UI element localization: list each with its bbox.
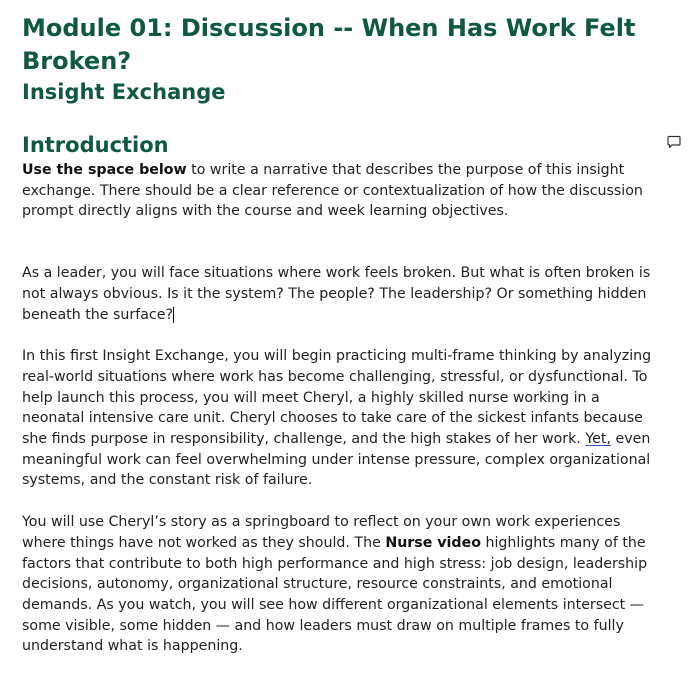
paragraph-cheryl-text-1: In this first Insight Exchange, you will begin practicing multi-frame thinking by analyzing real-world situations where work has become challenging, stressful, or dysfunctional. To help launch this process, you will meet Cheryl, a highly skilled nurse working in a neonatal intensive care unit. Cheryl chooses to take care of the sickest infants because she finds purpose in responsibility, challenge, and the high stakes of her work. bbox=[22, 348, 652, 448]
paragraph-leader-text: As a leader, you will face situations where work feels broken. But what is often broken is not always obvious. Is it the system? The people? The leadership? Or something hidden beneath the surface? bbox=[22, 265, 651, 323]
page-title: Module 01: Discussion -- When Has Work Felt Broken? bbox=[22, 14, 636, 75]
intro-paragraph[interactable] bbox=[22, 160, 652, 222]
section-heading-introduction: Introduction bbox=[22, 133, 169, 157]
spellcheck-underlined-word[interactable]: Yet, bbox=[585, 431, 611, 448]
nurse-video-bold: Nurse video bbox=[385, 534, 481, 551]
intro-text: to write a narrative that describes the purpose of this insight exchange. There should be a clear reference or contextualization of how the discussion prompt directly aligns with the course and week learning objectives. bbox=[22, 162, 643, 220]
page-subtitle: Insight Exchange bbox=[22, 80, 226, 104]
paragraph-nurse-video[interactable] bbox=[22, 512, 652, 657]
paragraph-cheryl[interactable] bbox=[22, 346, 652, 491]
document-body bbox=[22, 0, 652, 657]
comment-icon[interactable] bbox=[667, 134, 681, 148]
paragraph-cheryl-text-2: even meaningful work can feel overwhelming under intense pressure, complex organizational systems, and the constant risk of failure. bbox=[22, 431, 651, 489]
intro-bold-lead: Use the space below bbox=[22, 162, 187, 178]
paragraph-nurse-text-1: You will use Cheryl’s story as a springboard to reflect on your own work experiences where things have not worked as they should. The bbox=[22, 514, 621, 551]
paragraph-nurse-text-2: highlights many of the factors that contribute to both high performance and high stress: job design, leadership decisions, autonomy, organizational structure, resource constraints, and emotional demands. As you watch, you will see how different organizational elements intersect — some visible, some hidden — and how leaders must draw on multiple frames to fully understand what is happening. bbox=[22, 534, 648, 655]
paragraph-leader[interactable] bbox=[22, 263, 652, 325]
